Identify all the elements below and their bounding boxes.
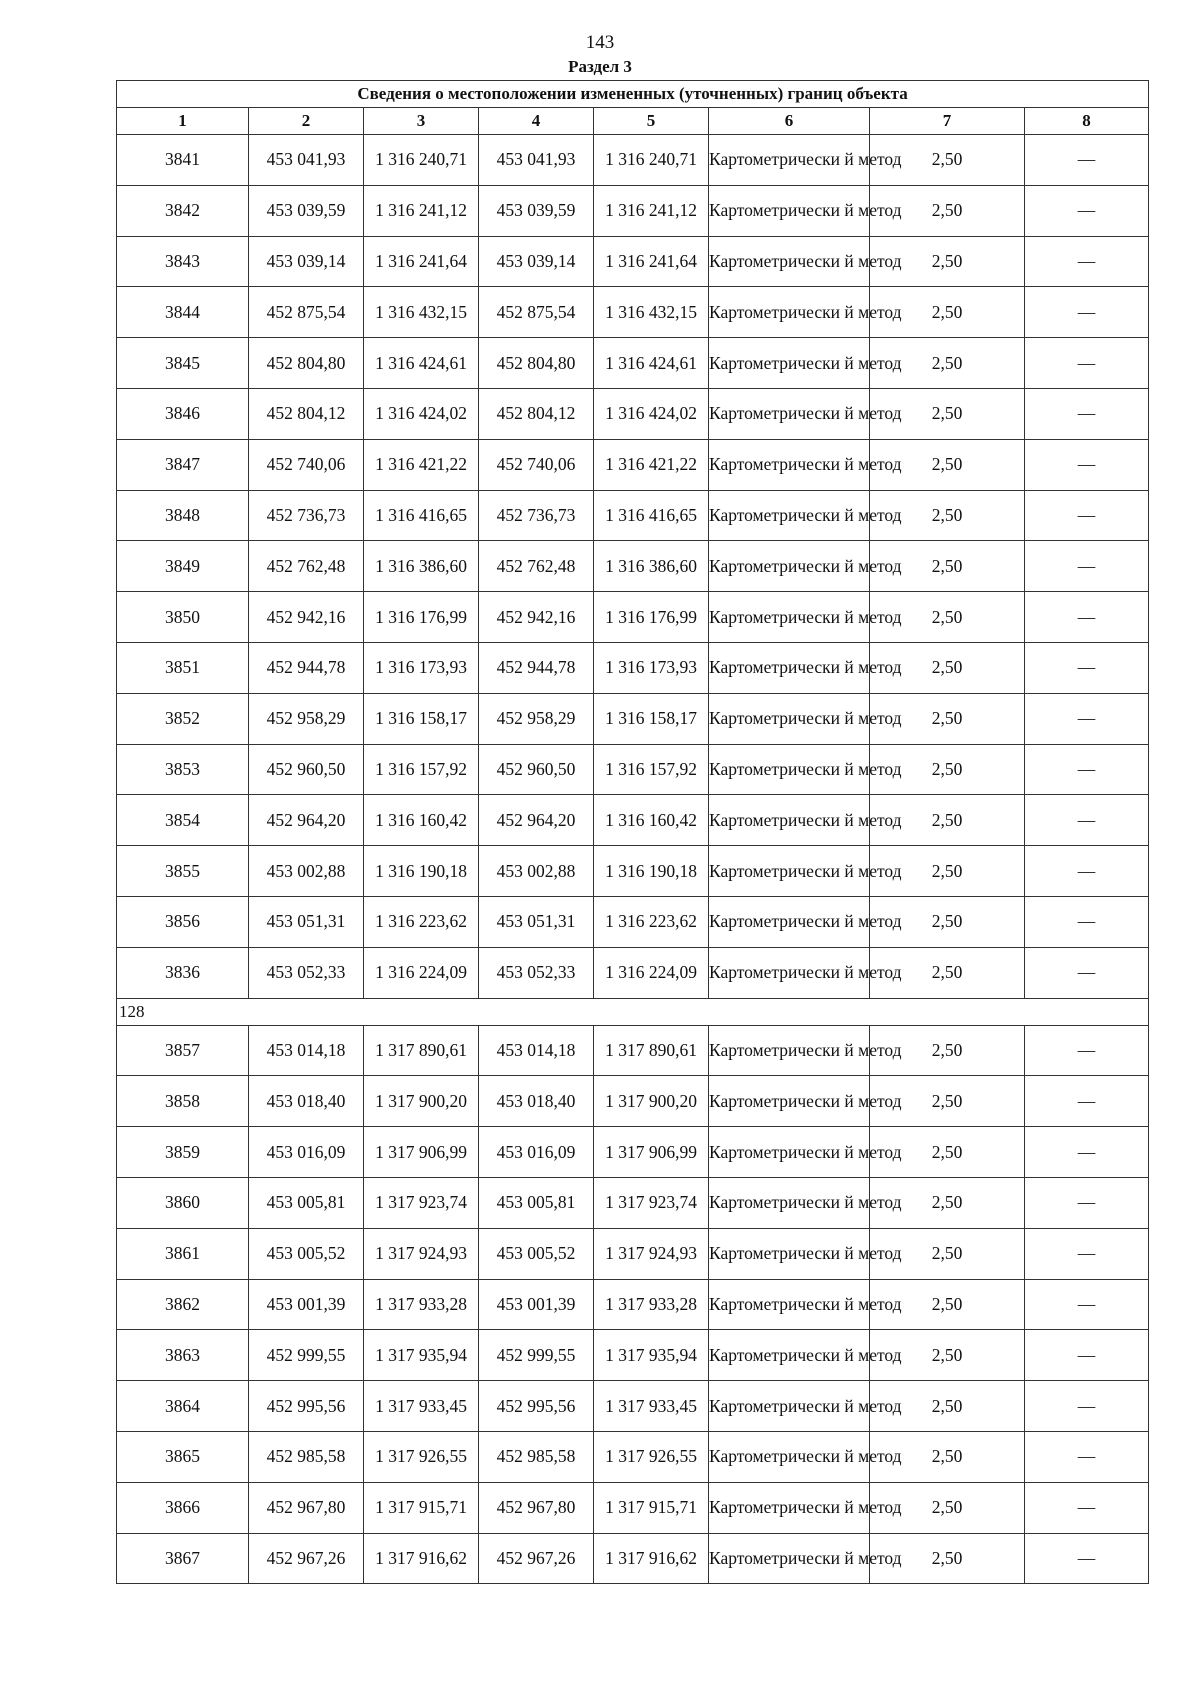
table-row: [117, 236, 1149, 287]
accuracy-cell: 2,50: [870, 1381, 1025, 1432]
table-row: [117, 439, 1149, 490]
group-label-row: [117, 998, 1149, 1025]
x-old-cell: 453 041,93: [249, 135, 364, 186]
x-old-cell: 453 014,18: [249, 1025, 364, 1076]
empty-mark-cell: —: [1025, 541, 1149, 592]
y-old-cell: 1 316 240,71: [364, 135, 479, 186]
method-cell: Картометрически й метод: [709, 135, 870, 186]
accuracy-cell: 2,50: [870, 135, 1025, 186]
table-row: [117, 1177, 1149, 1228]
y-old-cell: 1 316 386,60: [364, 541, 479, 592]
table-row: [117, 896, 1149, 947]
x-old-cell: 453 016,09: [249, 1127, 364, 1178]
x-new-cell: 452 944,78: [479, 642, 594, 693]
empty-mark-cell: —: [1025, 947, 1149, 998]
column-header: 5: [594, 108, 709, 135]
y-new-cell: 1 316 241,12: [594, 185, 709, 236]
point-number-cell: 3855: [117, 846, 249, 897]
accuracy-cell: 2,50: [870, 1279, 1025, 1330]
x-old-cell: 453 039,14: [249, 236, 364, 287]
x-old-cell: 453 018,40: [249, 1076, 364, 1127]
y-old-cell: 1 316 157,92: [364, 744, 479, 795]
point-number-cell: 3858: [117, 1076, 249, 1127]
accuracy-cell: 2,50: [870, 693, 1025, 744]
y-new-cell: 1 317 906,99: [594, 1127, 709, 1178]
empty-mark-cell: —: [1025, 1279, 1149, 1330]
accuracy-cell: 2,50: [870, 744, 1025, 795]
x-old-cell: 453 005,52: [249, 1228, 364, 1279]
y-new-cell: 1 316 160,42: [594, 795, 709, 846]
x-old-cell: 452 964,20: [249, 795, 364, 846]
coordinates-table: [116, 80, 1149, 1584]
x-old-cell: 452 995,56: [249, 1381, 364, 1432]
y-new-cell: 1 316 421,22: [594, 439, 709, 490]
x-new-cell: 452 804,80: [479, 338, 594, 389]
group-label: 128: [117, 998, 1149, 1025]
point-number-cell: 3857: [117, 1025, 249, 1076]
table-row: [117, 795, 1149, 846]
accuracy-cell: 2,50: [870, 642, 1025, 693]
method-cell: Картометрически й метод: [709, 1127, 870, 1178]
x-new-cell: 453 005,81: [479, 1177, 594, 1228]
x-new-cell: 453 041,93: [479, 135, 594, 186]
y-new-cell: 1 316 241,64: [594, 236, 709, 287]
y-new-cell: 1 317 933,45: [594, 1381, 709, 1432]
y-new-cell: 1 316 157,92: [594, 744, 709, 795]
section-title: Раздел 3: [568, 57, 632, 76]
empty-mark-cell: —: [1025, 744, 1149, 795]
column-header: 1: [117, 108, 249, 135]
column-header: 3: [364, 108, 479, 135]
table-row: [117, 1279, 1149, 1330]
x-new-cell: 453 005,52: [479, 1228, 594, 1279]
y-old-cell: 1 317 915,71: [364, 1482, 479, 1533]
accuracy-cell: 2,50: [870, 490, 1025, 541]
table-row: [117, 1381, 1149, 1432]
accuracy-cell: 2,50: [870, 185, 1025, 236]
x-new-cell: 452 967,26: [479, 1533, 594, 1584]
point-number-cell: 3836: [117, 947, 249, 998]
x-new-cell: 453 039,14: [479, 236, 594, 287]
y-old-cell: 1 316 424,61: [364, 338, 479, 389]
point-number-cell: 3846: [117, 388, 249, 439]
method-cell: Картометрически й метод: [709, 896, 870, 947]
table-row: [117, 541, 1149, 592]
method-cell: Картометрически й метод: [709, 1076, 870, 1127]
accuracy-cell: 2,50: [870, 795, 1025, 846]
accuracy-cell: 2,50: [870, 541, 1025, 592]
empty-mark-cell: —: [1025, 1177, 1149, 1228]
table-row: [117, 1533, 1149, 1584]
table-row: [117, 135, 1149, 186]
point-number-cell: 3854: [117, 795, 249, 846]
method-cell: Картометрически й метод: [709, 1533, 870, 1584]
column-header: 7: [870, 108, 1025, 135]
y-old-cell: 1 317 924,93: [364, 1228, 479, 1279]
empty-mark-cell: —: [1025, 795, 1149, 846]
empty-mark-cell: —: [1025, 135, 1149, 186]
table-caption: Сведения о местоположении измененных (уточненных) границ объекта: [117, 81, 1149, 108]
empty-mark-cell: —: [1025, 1381, 1149, 1432]
y-new-cell: 1 317 935,94: [594, 1330, 709, 1381]
empty-mark-cell: —: [1025, 1025, 1149, 1076]
point-number-cell: 3853: [117, 744, 249, 795]
accuracy-cell: 2,50: [870, 1431, 1025, 1482]
point-number-cell: 3851: [117, 642, 249, 693]
method-cell: Картометрически й метод: [709, 338, 870, 389]
y-new-cell: 1 316 386,60: [594, 541, 709, 592]
point-number-cell: 3863: [117, 1330, 249, 1381]
empty-mark-cell: —: [1025, 1228, 1149, 1279]
x-new-cell: 452 736,73: [479, 490, 594, 541]
accuracy-cell: 2,50: [870, 1076, 1025, 1127]
point-number-cell: 3844: [117, 287, 249, 338]
table-row: [117, 388, 1149, 439]
table-row: [117, 1431, 1149, 1482]
empty-mark-cell: —: [1025, 1127, 1149, 1178]
method-cell: Картометрически й метод: [709, 1025, 870, 1076]
point-number-cell: 3841: [117, 135, 249, 186]
empty-mark-cell: —: [1025, 1431, 1149, 1482]
x-new-cell: 453 018,40: [479, 1076, 594, 1127]
method-cell: Картометрически й метод: [709, 1381, 870, 1432]
empty-mark-cell: —: [1025, 1533, 1149, 1584]
table-row: [117, 1127, 1149, 1178]
table-row: [117, 1025, 1149, 1076]
method-cell: Картометрически й метод: [709, 592, 870, 643]
column-header: 6: [709, 108, 870, 135]
method-cell: Картометрически й метод: [709, 795, 870, 846]
method-cell: Картометрически й метод: [709, 1431, 870, 1482]
y-new-cell: 1 316 424,61: [594, 338, 709, 389]
table-row: [117, 744, 1149, 795]
point-number-cell: 3842: [117, 185, 249, 236]
y-old-cell: 1 316 190,18: [364, 846, 479, 897]
empty-mark-cell: —: [1025, 642, 1149, 693]
x-new-cell: 452 958,29: [479, 693, 594, 744]
column-header: 4: [479, 108, 594, 135]
table-row: [117, 338, 1149, 389]
y-old-cell: 1 316 241,12: [364, 185, 479, 236]
y-new-cell: 1 316 190,18: [594, 846, 709, 897]
x-old-cell: 452 967,80: [249, 1482, 364, 1533]
y-new-cell: 1 317 916,62: [594, 1533, 709, 1584]
table-row: [117, 185, 1149, 236]
y-old-cell: 1 316 241,64: [364, 236, 479, 287]
point-number-cell: 3865: [117, 1431, 249, 1482]
x-old-cell: 452 999,55: [249, 1330, 364, 1381]
accuracy-cell: 2,50: [870, 1127, 1025, 1178]
method-cell: Картометрически й метод: [709, 1228, 870, 1279]
point-number-cell: 3859: [117, 1127, 249, 1178]
y-old-cell: 1 317 900,20: [364, 1076, 479, 1127]
method-cell: Картометрически й метод: [709, 744, 870, 795]
x-new-cell: 452 999,55: [479, 1330, 594, 1381]
accuracy-cell: 2,50: [870, 1482, 1025, 1533]
point-number-cell: 3864: [117, 1381, 249, 1432]
y-new-cell: 1 316 173,93: [594, 642, 709, 693]
point-number-cell: 3867: [117, 1533, 249, 1584]
x-new-cell: 452 960,50: [479, 744, 594, 795]
point-number-cell: 3845: [117, 338, 249, 389]
y-new-cell: 1 316 158,17: [594, 693, 709, 744]
x-old-cell: 452 740,06: [249, 439, 364, 490]
method-cell: Картометрически й метод: [709, 287, 870, 338]
x-old-cell: 453 052,33: [249, 947, 364, 998]
method-cell: Картометрически й метод: [709, 693, 870, 744]
x-new-cell: 453 002,88: [479, 846, 594, 897]
table-row: [117, 947, 1149, 998]
x-old-cell: 452 960,50: [249, 744, 364, 795]
empty-mark-cell: —: [1025, 338, 1149, 389]
y-old-cell: 1 316 158,17: [364, 693, 479, 744]
y-new-cell: 1 317 890,61: [594, 1025, 709, 1076]
x-new-cell: 453 014,18: [479, 1025, 594, 1076]
accuracy-cell: 2,50: [870, 338, 1025, 389]
method-cell: Картометрически й метод: [709, 439, 870, 490]
empty-mark-cell: —: [1025, 846, 1149, 897]
point-number-cell: 3849: [117, 541, 249, 592]
y-old-cell: 1 316 224,09: [364, 947, 479, 998]
method-cell: Картометрически й метод: [709, 236, 870, 287]
x-new-cell: 453 016,09: [479, 1127, 594, 1178]
x-old-cell: 453 051,31: [249, 896, 364, 947]
y-old-cell: 1 317 926,55: [364, 1431, 479, 1482]
accuracy-cell: 2,50: [870, 896, 1025, 947]
x-old-cell: 452 944,78: [249, 642, 364, 693]
accuracy-cell: 2,50: [870, 1177, 1025, 1228]
x-new-cell: 453 001,39: [479, 1279, 594, 1330]
empty-mark-cell: —: [1025, 185, 1149, 236]
y-new-cell: 1 317 924,93: [594, 1228, 709, 1279]
y-new-cell: 1 316 223,62: [594, 896, 709, 947]
method-cell: Картометрически й метод: [709, 846, 870, 897]
x-new-cell: 452 804,12: [479, 388, 594, 439]
x-old-cell: 452 985,58: [249, 1431, 364, 1482]
table-row: [117, 592, 1149, 643]
point-number-cell: 3860: [117, 1177, 249, 1228]
y-new-cell: 1 316 424,02: [594, 388, 709, 439]
y-new-cell: 1 317 923,74: [594, 1177, 709, 1228]
y-old-cell: 1 316 424,02: [364, 388, 479, 439]
empty-mark-cell: —: [1025, 287, 1149, 338]
table-row: [117, 490, 1149, 541]
x-old-cell: 452 804,12: [249, 388, 364, 439]
table-row: [117, 693, 1149, 744]
accuracy-cell: 2,50: [870, 1228, 1025, 1279]
y-old-cell: 1 316 160,42: [364, 795, 479, 846]
point-number-cell: 3850: [117, 592, 249, 643]
y-new-cell: 1 316 416,65: [594, 490, 709, 541]
x-old-cell: 452 967,26: [249, 1533, 364, 1584]
accuracy-cell: 2,50: [870, 947, 1025, 998]
table-row: [117, 1228, 1149, 1279]
method-cell: Картометрически й метод: [709, 185, 870, 236]
accuracy-cell: 2,50: [870, 236, 1025, 287]
method-cell: Картометрически й метод: [709, 490, 870, 541]
x-old-cell: 453 001,39: [249, 1279, 364, 1330]
point-number-cell: 3856: [117, 896, 249, 947]
empty-mark-cell: —: [1025, 439, 1149, 490]
y-old-cell: 1 316 176,99: [364, 592, 479, 643]
empty-mark-cell: —: [1025, 693, 1149, 744]
method-cell: Картометрически й метод: [709, 388, 870, 439]
accuracy-cell: 2,50: [870, 1330, 1025, 1381]
x-old-cell: 452 736,73: [249, 490, 364, 541]
x-new-cell: 453 039,59: [479, 185, 594, 236]
y-new-cell: 1 317 915,71: [594, 1482, 709, 1533]
column-header: 2: [249, 108, 364, 135]
x-old-cell: 453 002,88: [249, 846, 364, 897]
accuracy-cell: 2,50: [870, 287, 1025, 338]
point-number-cell: 3862: [117, 1279, 249, 1330]
y-old-cell: 1 317 933,45: [364, 1381, 479, 1432]
empty-mark-cell: —: [1025, 896, 1149, 947]
table-body: [117, 135, 1149, 1584]
table-row: [117, 1482, 1149, 1533]
empty-mark-cell: —: [1025, 1076, 1149, 1127]
y-old-cell: 1 317 923,74: [364, 1177, 479, 1228]
empty-mark-cell: —: [1025, 1330, 1149, 1381]
x-new-cell: 452 967,80: [479, 1482, 594, 1533]
method-cell: Картометрически й метод: [709, 1177, 870, 1228]
y-new-cell: 1 316 224,09: [594, 947, 709, 998]
x-new-cell: 453 051,31: [479, 896, 594, 947]
x-old-cell: 452 804,80: [249, 338, 364, 389]
point-number-cell: 3847: [117, 439, 249, 490]
accuracy-cell: 2,50: [870, 846, 1025, 897]
y-old-cell: 1 317 933,28: [364, 1279, 479, 1330]
x-new-cell: 452 762,48: [479, 541, 594, 592]
x-old-cell: 453 005,81: [249, 1177, 364, 1228]
x-old-cell: 452 942,16: [249, 592, 364, 643]
accuracy-cell: 2,50: [870, 592, 1025, 643]
x-old-cell: 452 958,29: [249, 693, 364, 744]
y-new-cell: 1 316 432,15: [594, 287, 709, 338]
table-row: [117, 1076, 1149, 1127]
y-new-cell: 1 317 900,20: [594, 1076, 709, 1127]
accuracy-cell: 2,50: [870, 1025, 1025, 1076]
accuracy-cell: 2,50: [870, 388, 1025, 439]
table-row: [117, 1330, 1149, 1381]
point-number-cell: 3861: [117, 1228, 249, 1279]
y-new-cell: 1 316 240,71: [594, 135, 709, 186]
x-new-cell: 452 942,16: [479, 592, 594, 643]
y-new-cell: 1 317 926,55: [594, 1431, 709, 1482]
y-old-cell: 1 317 935,94: [364, 1330, 479, 1381]
accuracy-cell: 2,50: [870, 1533, 1025, 1584]
table-row: [117, 287, 1149, 338]
empty-mark-cell: —: [1025, 1482, 1149, 1533]
point-number-cell: 3852: [117, 693, 249, 744]
empty-mark-cell: —: [1025, 236, 1149, 287]
x-new-cell: 452 740,06: [479, 439, 594, 490]
empty-mark-cell: —: [1025, 592, 1149, 643]
method-cell: Картометрически й метод: [709, 642, 870, 693]
point-number-cell: 3843: [117, 236, 249, 287]
method-cell: Картометрически й метод: [709, 1330, 870, 1381]
point-number-cell: 3848: [117, 490, 249, 541]
accuracy-cell: 2,50: [870, 439, 1025, 490]
x-old-cell: 453 039,59: [249, 185, 364, 236]
x-new-cell: 453 052,33: [479, 947, 594, 998]
y-old-cell: 1 317 906,99: [364, 1127, 479, 1178]
column-header-row: [117, 108, 1149, 135]
empty-mark-cell: —: [1025, 388, 1149, 439]
y-old-cell: 1 316 432,15: [364, 287, 479, 338]
empty-mark-cell: —: [1025, 490, 1149, 541]
y-old-cell: 1 316 223,62: [364, 896, 479, 947]
y-new-cell: 1 316 176,99: [594, 592, 709, 643]
x-new-cell: 452 985,58: [479, 1431, 594, 1482]
page-number: 143: [585, 32, 615, 53]
x-new-cell: 452 964,20: [479, 795, 594, 846]
y-new-cell: 1 317 933,28: [594, 1279, 709, 1330]
y-old-cell: 1 317 916,62: [364, 1533, 479, 1584]
y-old-cell: 1 316 416,65: [364, 490, 479, 541]
column-header: 8: [1025, 108, 1149, 135]
x-new-cell: 452 995,56: [479, 1381, 594, 1432]
point-number-cell: 3866: [117, 1482, 249, 1533]
y-old-cell: 1 316 421,22: [364, 439, 479, 490]
method-cell: Картометрически й метод: [709, 947, 870, 998]
y-old-cell: 1 317 890,61: [364, 1025, 479, 1076]
table-row: [117, 846, 1149, 897]
method-cell: Картометрически й метод: [709, 1482, 870, 1533]
x-new-cell: 452 875,54: [479, 287, 594, 338]
x-old-cell: 452 762,48: [249, 541, 364, 592]
table-row: [117, 642, 1149, 693]
x-old-cell: 452 875,54: [249, 287, 364, 338]
y-old-cell: 1 316 173,93: [364, 642, 479, 693]
method-cell: Картометрически й метод: [709, 541, 870, 592]
method-cell: Картометрически й метод: [709, 1279, 870, 1330]
